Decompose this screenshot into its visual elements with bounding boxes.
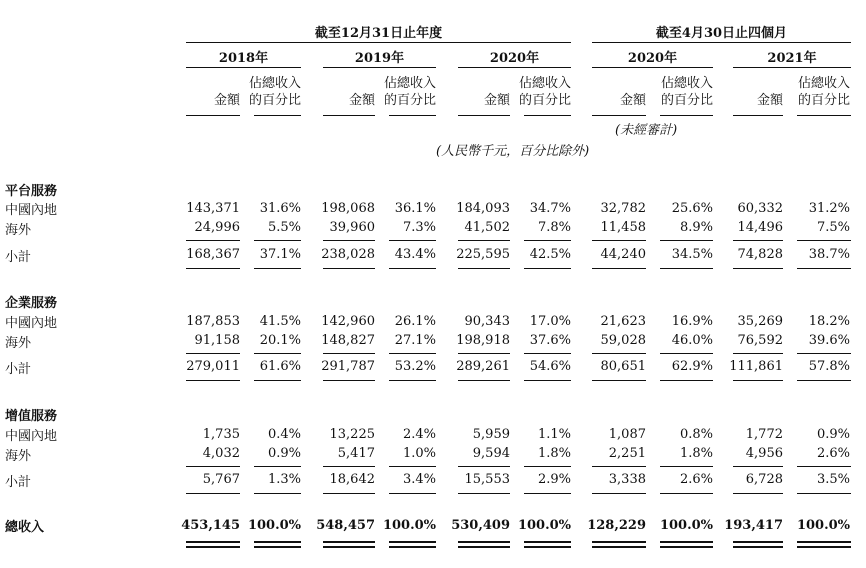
- pct-header-line1: 佔總收入: [383, 76, 436, 91]
- year-underline-2018: [186, 67, 301, 68]
- row-label-overseas: 海外: [5, 336, 32, 351]
- value-cell: 7.8%: [537, 220, 571, 235]
- value-cell: 15,553: [464, 472, 510, 487]
- value-cell: 3.4%: [402, 472, 436, 487]
- value-cell: 5,959: [472, 427, 510, 442]
- subtotal-bottom-rule: [458, 493, 510, 494]
- value-cell: 8.9%: [679, 220, 713, 235]
- value-cell: 32,782: [600, 201, 646, 216]
- value-cell: 291,787: [321, 359, 375, 374]
- value-cell: 225,595: [456, 247, 510, 262]
- subtotal-rule: [733, 466, 783, 467]
- year-header-2020-four-months: 2020年: [627, 51, 678, 66]
- subtotal-rule: [524, 466, 571, 467]
- value-cell: 18,642: [329, 472, 375, 487]
- subtotal-rule: [186, 466, 240, 467]
- pct-header-line2: 的百分比: [660, 93, 713, 108]
- year-header-2018: 2018年: [218, 51, 269, 66]
- section-title-value-added-services: 增值服務: [5, 409, 58, 424]
- period-underline-four-months: [592, 42, 851, 43]
- value-cell: 57.8%: [808, 359, 850, 374]
- value-cell: 34.7%: [529, 201, 571, 216]
- header-rule-pct-2019: [389, 115, 436, 116]
- total-value-cell: 100.0%: [517, 518, 571, 533]
- subtotal-rule: [254, 466, 301, 467]
- year-header-2021-four-months: 2021年: [767, 51, 817, 66]
- total-value-cell: 100.0%: [659, 518, 713, 533]
- value-cell: 0.9%: [267, 446, 301, 461]
- subtotal-bottom-rule: [323, 380, 375, 381]
- header-rule-amount-2019: [323, 115, 375, 116]
- value-cell: 37.1%: [259, 247, 301, 262]
- value-cell: 16.9%: [671, 314, 713, 329]
- value-cell: 90,343: [464, 314, 510, 329]
- year-underline-2019: [323, 67, 436, 68]
- value-cell: 80,651: [600, 359, 646, 374]
- pct-header-line2: 的百分比: [383, 93, 436, 108]
- subtotal-rule: [186, 353, 240, 354]
- value-cell: 2,251: [608, 446, 646, 461]
- subtotal-rule: [797, 353, 851, 354]
- value-cell: 7.5%: [816, 220, 850, 235]
- header-rule-pct-2020: [524, 115, 571, 116]
- total-double-rule: [797, 541, 851, 548]
- pct-header-line1: 佔總收入: [660, 76, 713, 91]
- subtotal-rule: [592, 353, 646, 354]
- subtotal-bottom-rule: [797, 380, 851, 381]
- pct-header-2019: [384, 75, 436, 109]
- value-cell: 4,032: [202, 446, 240, 461]
- value-cell: 61.6%: [259, 359, 301, 374]
- subtotal-bottom-rule: [592, 493, 646, 494]
- value-cell: 2.4%: [402, 427, 436, 442]
- subtotal-rule: [389, 353, 436, 354]
- subtotal-bottom-rule: [524, 493, 571, 494]
- pct-header-line1: 佔總收入: [797, 76, 850, 91]
- subtotal-bottom-rule: [797, 493, 851, 494]
- value-cell: 168,367: [186, 247, 240, 262]
- value-cell: 238,028: [321, 247, 375, 262]
- total-value-cell: 453,145: [181, 518, 240, 533]
- period-underline-full-year: [186, 42, 571, 43]
- total-double-rule: [592, 541, 646, 548]
- value-cell: 26.1%: [394, 314, 436, 329]
- pct-header-line2: 的百分比: [797, 93, 850, 108]
- subtotal-rule: [323, 466, 375, 467]
- subtotal-bottom-rule: [254, 493, 301, 494]
- amount-header-2020-four-months: 金額: [619, 93, 646, 108]
- pct-header-2020: [519, 75, 571, 109]
- pct-header-2018: [249, 75, 301, 109]
- total-value-cell: 100.0%: [796, 518, 850, 533]
- value-cell: 0.8%: [679, 427, 713, 442]
- subtotal-bottom-rule: [660, 268, 713, 269]
- subtotal-bottom-rule: [458, 268, 510, 269]
- subtotal-rule: [524, 240, 571, 241]
- pct-header-2020-four-months: [661, 75, 713, 109]
- value-cell: 34.5%: [671, 247, 713, 262]
- value-cell: 91,158: [194, 333, 240, 348]
- year-underline-2020-four-months: [592, 67, 713, 68]
- period-header-full-year: 截至12月31日止年度: [314, 26, 443, 41]
- total-double-rule: [660, 541, 713, 548]
- value-cell: 41,502: [464, 220, 510, 235]
- value-cell: 184,093: [456, 201, 510, 216]
- value-cell: 0.4%: [267, 427, 301, 442]
- value-cell: 14,496: [737, 220, 783, 235]
- total-value-cell: 128,229: [587, 518, 646, 533]
- value-cell: 74,828: [737, 247, 783, 262]
- value-cell: 60,332: [737, 201, 783, 216]
- value-cell: 279,011: [186, 359, 240, 374]
- subtotal-bottom-rule: [458, 380, 510, 381]
- value-cell: 2.6%: [679, 472, 713, 487]
- total-value-cell: 100.0%: [247, 518, 301, 533]
- subtotal-rule: [458, 466, 510, 467]
- value-cell: 44,240: [600, 247, 646, 262]
- unaudited-note: (未經審計): [615, 123, 678, 138]
- subtotal-bottom-rule: [186, 380, 240, 381]
- value-cell: 21,623: [600, 314, 646, 329]
- section-title-enterprise-services: 企業服務: [5, 296, 58, 311]
- pct-header-line1: 佔總收入: [518, 76, 571, 91]
- subtotal-rule: [733, 240, 783, 241]
- total-double-rule: [186, 541, 240, 548]
- value-cell: 24,996: [194, 220, 240, 235]
- total-value-cell: 193,417: [724, 518, 783, 533]
- value-cell: 111,861: [729, 359, 783, 374]
- value-cell: 5.5%: [267, 220, 301, 235]
- subtotal-rule: [592, 240, 646, 241]
- value-cell: 53.2%: [394, 359, 436, 374]
- total-double-rule: [323, 541, 375, 548]
- value-cell: 198,068: [321, 201, 375, 216]
- subtotal-rule: [660, 466, 713, 467]
- row-label-subtotal: 小計: [5, 475, 32, 490]
- subtotal-bottom-rule: [797, 268, 851, 269]
- value-cell: 1.8%: [537, 446, 571, 461]
- subtotal-rule: [323, 353, 375, 354]
- header-rule-pct-2018: [254, 115, 301, 116]
- value-cell: 42.5%: [529, 247, 571, 262]
- value-cell: 27.1%: [394, 333, 436, 348]
- subtotal-bottom-rule: [524, 380, 571, 381]
- total-double-rule: [733, 541, 783, 548]
- value-cell: 13,225: [329, 427, 375, 442]
- value-cell: 148,827: [321, 333, 375, 348]
- subtotal-rule: [186, 240, 240, 241]
- amount-header-2021-four-months: 金額: [756, 93, 783, 108]
- value-cell: 1,087: [608, 427, 646, 442]
- value-cell: 5,767: [202, 472, 240, 487]
- value-cell: 11,458: [600, 220, 646, 235]
- total-value-cell: 100.0%: [382, 518, 436, 533]
- value-cell: 31.6%: [259, 201, 301, 216]
- value-cell: 1.8%: [679, 446, 713, 461]
- value-cell: 20.1%: [259, 333, 301, 348]
- value-cell: 1,735: [202, 427, 240, 442]
- subtotal-bottom-rule: [733, 380, 783, 381]
- pct-header-line1: 佔總收入: [248, 76, 301, 91]
- total-value-cell: 530,409: [451, 518, 510, 533]
- value-cell: 2.6%: [816, 446, 850, 461]
- row-label-overseas: 海外: [5, 223, 32, 238]
- value-cell: 31.2%: [808, 201, 850, 216]
- value-cell: 0.9%: [816, 427, 850, 442]
- total-double-rule: [389, 541, 436, 548]
- value-cell: 76,592: [737, 333, 783, 348]
- value-cell: 9,594: [472, 446, 510, 461]
- value-cell: 6,728: [745, 472, 783, 487]
- subtotal-bottom-rule: [186, 493, 240, 494]
- subtotal-bottom-rule: [592, 380, 646, 381]
- value-cell: 37.6%: [529, 333, 571, 348]
- header-rule-pct-2020-four-months: [660, 115, 713, 116]
- subtotal-rule: [389, 240, 436, 241]
- subtotal-rule: [254, 353, 301, 354]
- value-cell: 38.7%: [808, 247, 850, 262]
- subtotal-rule: [660, 240, 713, 241]
- value-cell: 46.0%: [671, 333, 713, 348]
- value-cell: 43.4%: [394, 247, 436, 262]
- subtotal-rule: [592, 466, 646, 467]
- year-underline-2020: [458, 67, 571, 68]
- value-cell: 1.1%: [537, 427, 571, 442]
- subtotal-rule: [797, 466, 851, 467]
- subtotal-rule: [660, 353, 713, 354]
- subtotal-rule: [458, 240, 510, 241]
- header-rule-amount-2020: [458, 115, 510, 116]
- value-cell: 62.9%: [671, 359, 713, 374]
- section-title-platform-services: 平台服務: [5, 184, 58, 199]
- row-label-mainland: 中國內地: [5, 429, 58, 444]
- value-cell: 5,417: [337, 446, 375, 461]
- value-cell: 39.6%: [808, 333, 850, 348]
- subtotal-bottom-rule: [592, 268, 646, 269]
- subtotal-rule: [733, 353, 783, 354]
- subtotal-bottom-rule: [733, 268, 783, 269]
- value-cell: 17.0%: [529, 314, 571, 329]
- row-label-subtotal: 小計: [5, 362, 32, 377]
- amount-header-2019: 金額: [348, 93, 375, 108]
- subtotal-bottom-rule: [389, 493, 436, 494]
- value-cell: 289,261: [456, 359, 510, 374]
- unit-note: (人民幣千元，百分比除外): [436, 144, 590, 159]
- subtotal-rule: [797, 240, 851, 241]
- subtotal-bottom-rule: [254, 268, 301, 269]
- period-header-four-months: 截至4月30日止四個月: [655, 26, 788, 41]
- value-cell: 2.9%: [537, 472, 571, 487]
- subtotal-bottom-rule: [323, 268, 375, 269]
- header-rule-amount-2021-four-months: [733, 115, 783, 116]
- pct-header-2021-four-months: [798, 75, 850, 109]
- row-label-mainland: 中國內地: [5, 316, 58, 331]
- value-cell: 142,960: [321, 314, 375, 329]
- year-underline-2021-four-months: [733, 67, 851, 68]
- pct-header-line2: 的百分比: [248, 93, 301, 108]
- subtotal-bottom-rule: [389, 268, 436, 269]
- total-value-cell: 548,457: [316, 518, 375, 533]
- value-cell: 187,853: [186, 314, 240, 329]
- total-revenue-label: 總收入: [5, 520, 45, 535]
- subtotal-bottom-rule: [660, 493, 713, 494]
- subtotal-bottom-rule: [660, 380, 713, 381]
- subtotal-bottom-rule: [323, 493, 375, 494]
- total-double-rule: [458, 541, 510, 548]
- amount-header-2020: 金額: [483, 93, 510, 108]
- header-rule-pct-2021-four-months: [797, 115, 851, 116]
- row-label-subtotal: 小計: [5, 250, 32, 265]
- value-cell: 7.3%: [402, 220, 436, 235]
- header-rule-amount-2018: [186, 115, 240, 116]
- subtotal-bottom-rule: [186, 268, 240, 269]
- value-cell: 1.0%: [402, 446, 436, 461]
- header-rule-amount-2020-four-months: [592, 115, 646, 116]
- amount-header-2018: 金額: [213, 93, 240, 108]
- year-header-2019: 2019年: [354, 51, 405, 66]
- value-cell: 35,269: [737, 314, 783, 329]
- row-label-overseas: 海外: [5, 449, 32, 464]
- value-cell: 198,918: [456, 333, 510, 348]
- subtotal-rule: [323, 240, 375, 241]
- subtotal-rule: [254, 240, 301, 241]
- value-cell: 4,956: [745, 446, 783, 461]
- value-cell: 36.1%: [394, 201, 436, 216]
- value-cell: 1,772: [745, 427, 783, 442]
- subtotal-bottom-rule: [254, 380, 301, 381]
- subtotal-bottom-rule: [524, 268, 571, 269]
- value-cell: 41.5%: [259, 314, 301, 329]
- subtotal-bottom-rule: [389, 380, 436, 381]
- pct-header-line2: 的百分比: [518, 93, 571, 108]
- value-cell: 3,338: [608, 472, 646, 487]
- value-cell: 25.6%: [671, 201, 713, 216]
- value-cell: 3.5%: [816, 472, 850, 487]
- value-cell: 18.2%: [808, 314, 850, 329]
- value-cell: 59,028: [600, 333, 646, 348]
- subtotal-bottom-rule: [733, 493, 783, 494]
- total-double-rule: [524, 541, 571, 548]
- value-cell: 1.3%: [267, 472, 301, 487]
- value-cell: 143,371: [186, 201, 240, 216]
- subtotal-rule: [389, 466, 436, 467]
- value-cell: 54.6%: [529, 359, 571, 374]
- total-double-rule: [254, 541, 301, 548]
- value-cell: 39,960: [329, 220, 375, 235]
- subtotal-rule: [524, 353, 571, 354]
- subtotal-rule: [458, 353, 510, 354]
- row-label-mainland: 中國內地: [5, 203, 58, 218]
- year-header-2020: 2020年: [489, 51, 540, 66]
